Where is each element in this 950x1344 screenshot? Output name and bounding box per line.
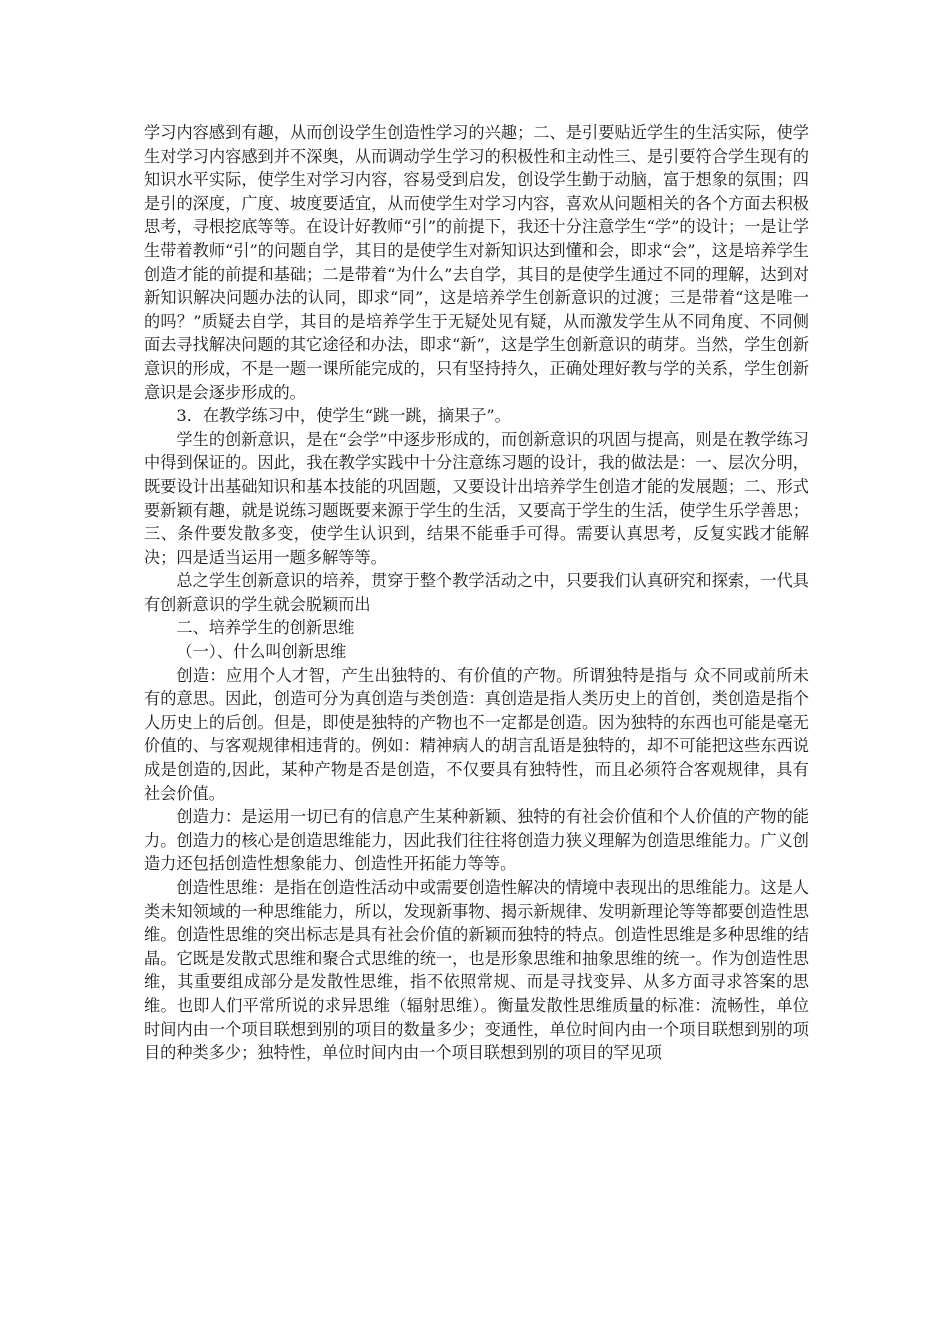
paragraph-creativity: 创造力：是运用一切已有的信息产生某种新颖、独特的有社会价值和个人价值的产物的能力。创造力的核心是创造思维能力，因此我们往往将创造力狭义理解为创造思维能力。广义创造力还包括创造性想象能力、创造性开拓能力等等。 <box>144 807 809 874</box>
paragraph-intro-continued: 学习内容感到有趣，从而创设学生创造性学习的兴趣；二、是引要贴近学生的生活实际，使学生对学习内容感到并不深奥，从而调动学生学习的积极性和主动性三、是引要符合学生现有的知识水平实际，使学生对学习内容，容易受到启发，创设学生勤于动脑，富于想象的氛围；四是引的深度，广度、坡度要适宜，从而使学生对学习内容，喜欢从问题相关的各个方面去积极思考，寻根挖底等等。在设计好教师“引”的前提下，我还十分注意学生“学”的设计；一是让学生带着教师“引”的问题自学，其目的是使学生对新知识达到懂和会，即求“会”，这是培养学生创造才能的前提和基础；二是带着“为什么”去自学，其目的是使学生通过不同的理解，达到对新知识解决问题办法的认同，即求“同”，这是培养学生创新意识的过渡；三是带着“这是唯一的吗？”质疑去自学，其目的是培养学生于无疑处见有疑，从而激发学生从不同角度、不同侧面去寻找解决问题的其它途径和办法，即求“新”，这是学生创新意识的萌芽。当然，学生创新意识的形成，不是一题一课所能完成的，只有坚持持久，正确处理好教与学的关系，学生创新意识是会逐步形成的。 <box>144 123 809 402</box>
section-heading-practice: 3．在教学练习中，使学生“跳一跳，摘果子”。 <box>176 406 511 426</box>
section-heading-innovative-thinking: 二、培养学生的创新思维 <box>176 618 355 638</box>
subsection-heading-definition: （一）、什么叫创新思维 <box>176 642 347 662</box>
document-page <box>144 121 809 1065</box>
paragraph-creation: 创造：应用个人才智，产生出独特的、有价值的产物。所谓独特是指与 众不同或前所未有的意思。因此，创造可分为真创造与类创造：真创造是指人类历史上的首创，类创造是指个人历史上的后创。但是，即使是独特的产物也不一定都是创造。因为独特的东西也可能是毫无价值的、与客观规律相违背的。例如：精神病人的胡言乱语是独特的，却不可能把这些东西说成是创造的,因此，某种产物是否是创造，不仅要具有独特性，而且必须符合客观规律，具有社会价值。 <box>144 665 809 803</box>
paragraph-creative-thinking: 创造性思维：是指在创造性活动中或需要创造性解决的情境中表现出的思维能力。这是人类未知领域的一种思维能力，所以，发现新事物、揭示新规律、发明新理论等等都要创造性思维。创造性思维的突出标志是具有社会价值的新颖而独特的特点。创造性思维是多种思维的结晶。它既是发散式思维和聚合式思维的统一，也是形象思维和抽象思维的统一。作为创造性思维，其重要组成部分是发散性思维，指不依照常规、而是寻找变异、从多方面寻求答案的思维。也即人们平常所说的求异思维（辐射思维）。衡量发散性思维质量的标准：流畅性，单位时间内由一个项目联想到别的项目的数量多少；变通性，单位时间内由一个项目联想到别的项目的种类多少；独特性，单位时间内由一个项目联想到别的项目的罕见项 <box>144 878 809 1063</box>
paragraph-practice: 学生的创新意识，是在“会学”中逐步形成的，而创新意识的巩固与提高，则是在教学练习中得到保证的。因此，我在教学实践中十分注意练习题的设计，我的做法是：一、层次分明，既要设计出基础知识和基本技能的巩固题，又要设计出培养学生创造才能的发展题；二、形式要新颖有趣，就是说练习题既要来源于学生的生活，又要高于学生的生活，使学生乐学善思；三、条件要发散多变，使学生认识到，结果不能垂手可得。需要认真思考，反复实践才能解决；四是适当运用一题多解等等。 <box>144 429 809 567</box>
paragraph-summary: 总之学生创新意识的培养，贯穿于整个教学活动之中，只要我们认真研究和探索，一代具有创新意识的学生就会脱颖而出 <box>144 571 809 614</box>
